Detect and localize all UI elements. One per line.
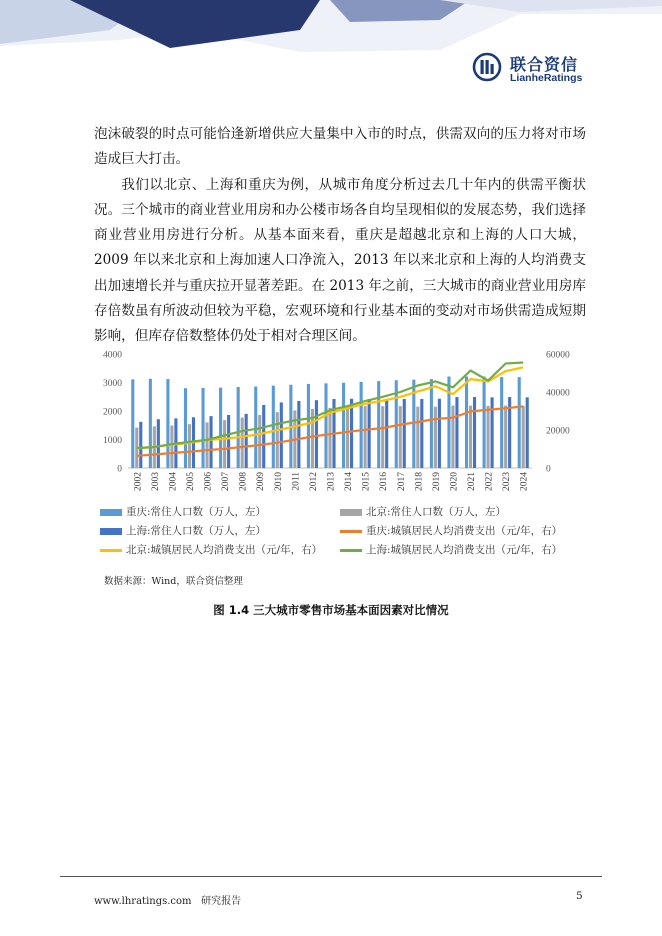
legend-swatch bbox=[100, 528, 122, 535]
x-tick-label: 2006 bbox=[203, 472, 214, 491]
bar-3-2018 bbox=[420, 399, 423, 468]
population-consumption-chart bbox=[94, 344, 570, 514]
left-axis-tick-label: 0 bbox=[117, 464, 122, 475]
x-tick-label: 2022 bbox=[484, 472, 495, 491]
bar-2-2024 bbox=[522, 406, 525, 468]
x-tick-label: 2013 bbox=[326, 472, 337, 491]
bar-2-2009 bbox=[258, 415, 261, 468]
left-axis-tick-label: 1000 bbox=[103, 436, 122, 446]
left-axis-tick-label: 3000 bbox=[103, 379, 122, 389]
bar-3-2011 bbox=[297, 401, 300, 468]
legend-swatch bbox=[340, 530, 362, 533]
legend-label: 上海:城镇居民人均消费支出（元/年，右） bbox=[366, 544, 563, 556]
x-tick-label: 2017 bbox=[396, 472, 407, 491]
footer-url[interactable]: www.lhratings.com bbox=[94, 896, 192, 907]
figure-caption: 图 1.4 三大城市零售市场基本面因素对比情况 bbox=[213, 603, 449, 617]
x-tick-label: 2016 bbox=[379, 472, 390, 491]
left-axis-tick-label: 4000 bbox=[103, 350, 122, 361]
legend-item bbox=[100, 542, 322, 558]
bar-3-2024 bbox=[526, 397, 529, 468]
footer-label: 研究报告 bbox=[201, 896, 242, 907]
bar-2-2010 bbox=[276, 412, 279, 468]
x-tick-label: 2003 bbox=[150, 472, 161, 491]
x-tick-label: 2009 bbox=[256, 472, 267, 491]
data-source: 数据来源：Wind，联合资信整理 bbox=[104, 576, 243, 587]
bar-2-2018 bbox=[416, 407, 419, 468]
bar-1-2016 bbox=[377, 381, 380, 468]
chart-legend bbox=[100, 504, 580, 560]
bar-1-2005 bbox=[184, 388, 187, 468]
right-axis-tick-label: 0 bbox=[546, 464, 551, 475]
x-tick-label: 2008 bbox=[238, 472, 249, 491]
bar-2-2008 bbox=[241, 418, 244, 468]
x-tick-label: 2015 bbox=[361, 472, 372, 491]
bar-1-2010 bbox=[272, 386, 275, 468]
bar-1-2008 bbox=[237, 387, 240, 468]
x-tick-label: 2004 bbox=[168, 472, 179, 491]
right-axis-tick-label: 20000 bbox=[546, 426, 570, 437]
bar-1-2013 bbox=[324, 383, 327, 468]
footer-site bbox=[94, 892, 241, 907]
body-text bbox=[94, 122, 586, 350]
legend-item bbox=[340, 523, 562, 539]
legend-item bbox=[100, 523, 266, 539]
bar-1-2002 bbox=[131, 379, 134, 468]
x-tick-label: 2007 bbox=[221, 472, 232, 491]
x-tick-label: 2005 bbox=[185, 472, 196, 491]
bar-1-2006 bbox=[201, 388, 204, 468]
x-tick-label: 2012 bbox=[308, 472, 319, 491]
bar-2-2023 bbox=[504, 406, 507, 468]
x-tick-label: 2011 bbox=[291, 472, 302, 491]
bar-1-2007 bbox=[219, 388, 222, 468]
bar-1-2021 bbox=[465, 377, 468, 468]
logo-text-cn: 联合资信 bbox=[510, 55, 579, 74]
x-tick-label: 2019 bbox=[431, 472, 442, 491]
bar-2-2007 bbox=[223, 420, 226, 468]
footer-divider bbox=[60, 876, 602, 877]
x-tick-label: 2023 bbox=[502, 472, 513, 491]
legend-swatch bbox=[340, 509, 362, 516]
legend-label: 北京:城镇居民人均消费支出（元/年，右） bbox=[126, 544, 323, 556]
bar-1-2004 bbox=[166, 379, 169, 468]
bar-3-2017 bbox=[403, 399, 406, 468]
bar-3-2014 bbox=[350, 399, 353, 468]
bar-3-2009 bbox=[262, 405, 265, 468]
bar-3-2003 bbox=[157, 419, 160, 468]
bar-3-2006 bbox=[209, 416, 212, 468]
x-tick-label: 2021 bbox=[467, 472, 478, 491]
logo-icon bbox=[472, 52, 502, 82]
bar-1-2024 bbox=[518, 377, 521, 468]
bar-1-2012 bbox=[307, 384, 310, 468]
x-tick-label: 2014 bbox=[344, 472, 355, 491]
bar-2-2022 bbox=[487, 406, 490, 468]
bar-1-2009 bbox=[254, 386, 257, 468]
bar-1-2015 bbox=[360, 382, 363, 468]
bar-2-2016 bbox=[381, 406, 384, 468]
logo-text-en: LianheRatings bbox=[510, 72, 583, 84]
bar-3-2016 bbox=[385, 399, 388, 468]
bar-3-2007 bbox=[227, 415, 230, 468]
x-tick-label: 2024 bbox=[519, 472, 530, 491]
paragraph: 泡沫破裂的时点可能恰逢新增供应大量集中入市的时点，供需双向的压力将对市场造成巨大打击。 bbox=[94, 126, 586, 168]
paragraph: 我们以北京、上海和重庆为例，从城市角度分析过去几十年内的供需平衡状况。三个城市的商业营业用房和办公楼市场各自均呈现相似的发展态势，我们选择商业营业用房进行分析。从基本面来看，重庆是超越北京和上海的人口大城，2009 年以来北京和上海加速人口净流入，2013 年以来北京和上海的人均消费支出加速增长并与重庆拉开显著差距。在 2013 年之前，三大城市的商业营业用房库存倍数虽有所波动但较为平稳，宏观环境和行业基本面的变动对市场供需造成短期影响，但库存倍数整体仍处于相对合理区间。 bbox=[94, 176, 586, 345]
bar-3-2008 bbox=[245, 414, 248, 468]
legend-item bbox=[100, 504, 266, 520]
bar-1-2022 bbox=[483, 377, 486, 468]
company-logo bbox=[472, 52, 602, 86]
x-tick-label: 2002 bbox=[133, 472, 144, 491]
bar-1-2014 bbox=[342, 383, 345, 468]
legend-label: 上海:常住人口数（万人，左） bbox=[126, 525, 267, 537]
bar-1-2020 bbox=[447, 377, 450, 468]
bar-3-2002 bbox=[139, 422, 142, 468]
bar-3-2012 bbox=[315, 400, 318, 468]
bar-3-2022 bbox=[491, 397, 494, 468]
bar-3-2015 bbox=[368, 399, 371, 468]
bar-2-2014 bbox=[346, 407, 349, 468]
bar-1-2019 bbox=[430, 379, 433, 468]
legend-swatch bbox=[100, 509, 122, 516]
bar-2-2021 bbox=[469, 406, 472, 468]
legend-item bbox=[340, 504, 506, 520]
bar-3-2020 bbox=[455, 397, 458, 468]
bar-2-2004 bbox=[170, 426, 173, 468]
x-tick-label: 2010 bbox=[273, 472, 284, 491]
legend-swatch bbox=[100, 549, 122, 552]
bar-2-2013 bbox=[328, 408, 331, 468]
legend-label: 重庆:常住人口数（万人，左） bbox=[126, 506, 267, 518]
bar-3-2019 bbox=[438, 399, 441, 468]
bar-2-2020 bbox=[451, 406, 454, 468]
bar-2-2019 bbox=[434, 407, 437, 468]
legend-label: 重庆:城镇居民人均消费支出（元/年，右） bbox=[366, 525, 563, 537]
legend-label: 北京:常住人口数（万人，左） bbox=[366, 506, 507, 518]
page-number: 5 bbox=[576, 890, 583, 902]
right-axis-tick-label: 60000 bbox=[546, 350, 570, 361]
bar-2-2005 bbox=[188, 424, 191, 468]
bar-2-2006 bbox=[205, 422, 208, 468]
bar-1-2023 bbox=[500, 377, 503, 468]
x-tick-label: 2018 bbox=[414, 472, 425, 491]
right-axis-tick-label: 40000 bbox=[546, 388, 570, 399]
bar-2-2015 bbox=[364, 406, 367, 468]
legend-swatch bbox=[340, 549, 362, 552]
left-axis-tick-label: 2000 bbox=[103, 407, 122, 418]
bar-2-2017 bbox=[399, 406, 402, 468]
bar-3-2021 bbox=[473, 397, 476, 468]
bar-3-2010 bbox=[280, 402, 283, 468]
x-tick-label: 2020 bbox=[449, 472, 460, 491]
legend-item bbox=[340, 542, 562, 558]
